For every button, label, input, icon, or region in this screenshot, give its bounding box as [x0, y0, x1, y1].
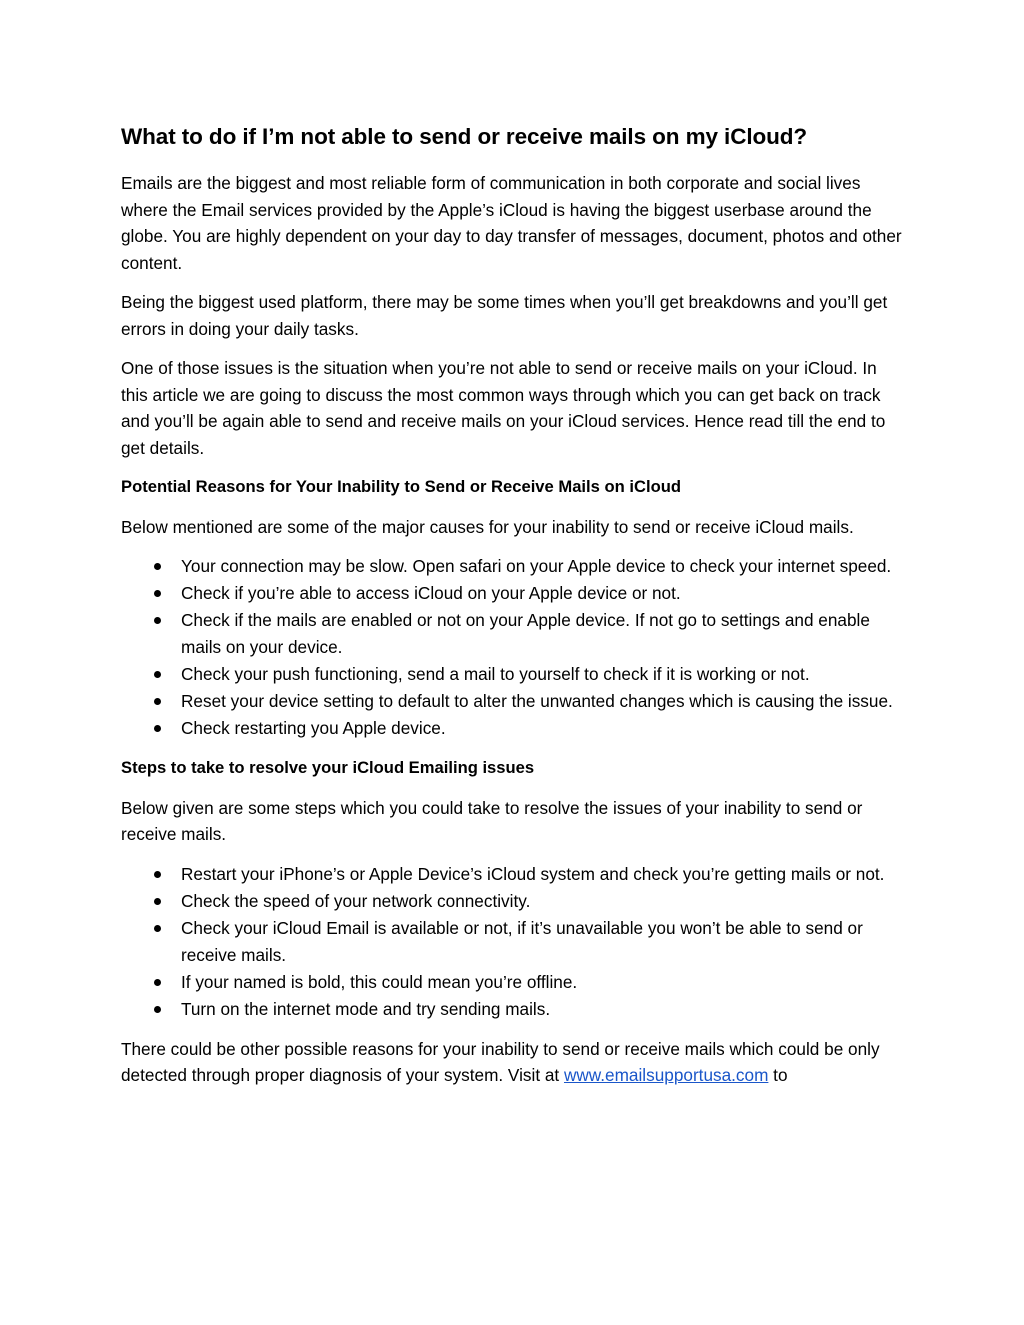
causes-list [121, 553, 905, 742]
list-item [121, 996, 905, 1023]
section-2-lead: Below given are some steps which you could take to resolve the issues of your inability to send or receive mails. [121, 797, 863, 844]
list-item-text: Your connection may be slow. Open safari on your Apple device to check your internet speed. [181, 556, 892, 576]
document-page [121, 123, 905, 1102]
list-item-text: If your named is bold, this could mean you’re offline. [181, 971, 578, 992]
bullet-icon [154, 563, 161, 570]
list-item [121, 580, 905, 607]
list-item [121, 715, 905, 742]
list-item-text: Turn on the internet mode and try sending mails. [181, 998, 551, 1019]
bullet-icon [154, 925, 161, 932]
list-item-text: Check restarting you Apple device. [181, 718, 446, 738]
list-item [121, 969, 905, 996]
closing-text-end: to [768, 1065, 788, 1085]
bullet-icon [154, 698, 161, 705]
steps-list [121, 861, 905, 1023]
list-item-text: Check if you’re able to access iCloud on your Apple device or not. [181, 583, 681, 603]
intro-paragraph-3: One of those issues is the situation when you’re not able to send or receive mails on your iCloud. In this article we are going to discuss the most common ways through which you can get back on track and you’ll be again able to send and receive mails on your iCloud services. Hence read till the end to get details. [121, 358, 886, 458]
bullet-icon [154, 590, 161, 597]
intro-paragraph-1: Emails are the biggest and most reliable form of communication in both corporate and social lives where the Email services provided by the Apple’s iCloud is having the biggest userbase around the globe. You are highly dependent on your day to day transfer of messages, document, photos and other content. [121, 173, 902, 273]
section-1-lead: Below mentioned are some of the major causes for your inability to send or receive iCloud mails. [121, 516, 854, 537]
bullet-icon [154, 1006, 161, 1013]
list-item-text: Reset your device setting to default to alter the unwanted changes which is causing the issue. [181, 691, 893, 711]
list-item [121, 607, 905, 661]
intro-paragraph-2: Being the biggest used platform, there may be some times when you’ll get breakdowns and you’ll get errors in doing your daily tasks. [121, 292, 888, 339]
list-item [121, 861, 905, 888]
list-item-text: Check your iCloud Email is available or not, if it’s unavailable you won’t be able to send or receive mails. [181, 917, 863, 965]
bullet-icon [154, 898, 161, 905]
bullet-icon [154, 617, 161, 624]
emailsupport-link[interactable]: www.emailsupportusa.com [563, 1065, 769, 1085]
bullet-icon [154, 979, 161, 986]
bullet-icon [154, 671, 161, 678]
closing-paragraph [121, 1036, 905, 1089]
list-item [121, 688, 905, 715]
bullet-icon [154, 871, 161, 878]
list-item-text: Check if the mails are enabled or not on your Apple device. If not go to settings and enable mails on your device. [181, 610, 870, 657]
article-title: What to do if I’m not able to send or receive mails on my iCloud? [121, 124, 808, 149]
list-item-text: Check the speed of your network connectivity. [181, 890, 531, 911]
list-item [121, 888, 905, 915]
list-item [121, 661, 905, 688]
list-item [121, 553, 905, 580]
section-2-heading: Steps to take to resolve your iCloud Emailing issues [121, 758, 535, 777]
list-item-text: Check your push functioning, send a mail to yourself to check if it is working or not. [181, 664, 810, 684]
section-1-heading: Potential Reasons for Your Inability to Send or Receive Mails on iCloud [121, 477, 681, 496]
list-item [121, 915, 905, 969]
closing-text: There could be other possible reasons for your inability to send or receive mails which could be only detected through proper diagnosis of your system. Visit at [121, 1038, 880, 1085]
list-item-text: Restart your iPhone’s or Apple Device’s iCloud system and check you’re getting mails or not. [181, 863, 885, 884]
bullet-icon [154, 725, 161, 732]
